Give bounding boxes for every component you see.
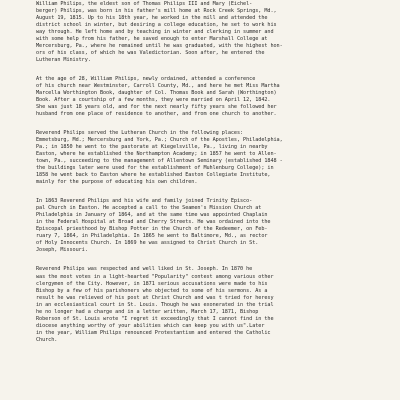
paragraph-4 [36, 198, 366, 254]
text-line: result he was relieved of his post at Christ Church and was t tried for heresy [36, 294, 274, 301]
text-line: Marcella Worthington Book, daughter of Col. Thomas Book and Sarah (Worthington) [36, 90, 277, 97]
text-line: Lutheran Ministry. [36, 57, 91, 64]
paragraph-1 [36, 1, 366, 64]
text-line: way through. He left home and by teaching in winter and clerking in summer and [36, 29, 274, 36]
text-line: Book. After a courtship of a few months, they were married on April 12, 1842. [36, 97, 271, 104]
text-line: in the year, William Philips renounced Protestantism and entered the Catholic [36, 329, 271, 336]
text-line: Bishop by a few of his parishoners who objected to some of his sermons. As a [36, 287, 268, 294]
paragraph-5 [36, 266, 366, 343]
text-line: Philadelphia in January of 1864, and at the same time was appointed Chaplain [36, 212, 268, 219]
text-line: Reverend Philips served the Lutheran Church in the following places: [36, 130, 244, 137]
text-line: clergymen of the City. However, in 1871 serious accusations were made to his [36, 280, 268, 287]
text-line: the buildings later were used for the establishment of Muhlenburg College); in [36, 165, 274, 172]
text-line: William Philips, the eldest son of Thomas Philips III and Mary (Eichel- [36, 1, 253, 7]
text-line: with some help from his father, he saved enough to enter Marshall College at [36, 36, 268, 43]
text-line: pal Church in Easton. He accepted a call to the Seamen's Mission Church at [36, 205, 262, 212]
paragraph-2 [36, 76, 366, 118]
text-line: Reverend Philips was respected and well liked in St. Joseph. In 1870 he [36, 266, 253, 273]
text-line: he no longer had a charge and in a letter written, March 17, 1871, Bishop [36, 308, 259, 315]
paragraph-3 [36, 130, 366, 186]
text-line: town, Pa., succeeding to the management of Allentown Seminary (established 1848 - [36, 158, 283, 165]
text-line: Emmetsburg, Md.; Mercersburg and York, Pa.; Church of the Apostles, Philadelphia, [36, 137, 283, 144]
text-line: August 19, 1815. Up to his 18th year, he worked in the mill and attended the [36, 15, 268, 22]
text-line: Church. [36, 336, 58, 343]
text-line: Episcopal priesthood by Bishop Potter in the Church of the Redeemer, on Feb- [36, 226, 268, 233]
text-line: In 1863 Reverend Philips and his wife and family joined Trinity Episco- [36, 198, 253, 205]
text-line: of Holy Innocents Church. In 1869 he was assigned to Christ Church in St. [36, 240, 259, 247]
text-line: At the age of 28, William Philips, newly ordained, attended a conference [36, 76, 256, 83]
text-line: Mercersburg, Pa., where he remained until he was graduated, with the highest hon- [36, 43, 283, 50]
text-line: diocese anything worthy of your abilities which can keep you with us".Later [36, 322, 265, 329]
text-line: was the most votes in a light-hearted "Popularity" contest among various other [36, 273, 274, 280]
text-line: district school in winter, but desiring a college education, he set to work his [36, 22, 277, 29]
text-line: Joseph, Missouri. [36, 247, 88, 254]
text-line: 1858 he went back to Easton where he established Easton Collegiate Institute, [36, 172, 271, 179]
text-line: Pa.; in 1850 he went to the pastorate at Kiegelsville, Pa., living in nearby [36, 144, 268, 151]
text-line: husband from one place of residence to another, and from one church to another. [36, 111, 277, 118]
text-line: ors of his class, of which he was Valedictorian. Soon after, he entered the [36, 50, 265, 57]
text-line: ruary 7, 1864, in Philadelphia. In 1865 he went to Baltimore, Md., as rector [36, 233, 268, 240]
text-line: Roberson of St. Louis wrote "I regret it exceedingly that I cannot find in the [36, 315, 274, 322]
text-line: in the Federal Hospital at Broad and Cherry Streets. He was ordained into the [36, 219, 271, 226]
text-line: She was just 18 years old, and for the next nearly fifty years she followed her [36, 104, 277, 111]
text-line: Easton, where he established the Northampton Academy; in 1857 he went to Allen- [36, 151, 277, 158]
text-line: in an ecclesiastical court in St. Louis. Though he was exonerated in the trial [36, 301, 274, 308]
text-line: berger) Philips, was born in his father's mill home at Rock Creek Springs, Md., [36, 8, 277, 15]
text-line: mainly for the purpose of educating his own children. [36, 179, 198, 186]
text-line: of his church near Westminster, Carroll County, Md., and here he met Miss Martha [36, 83, 280, 90]
